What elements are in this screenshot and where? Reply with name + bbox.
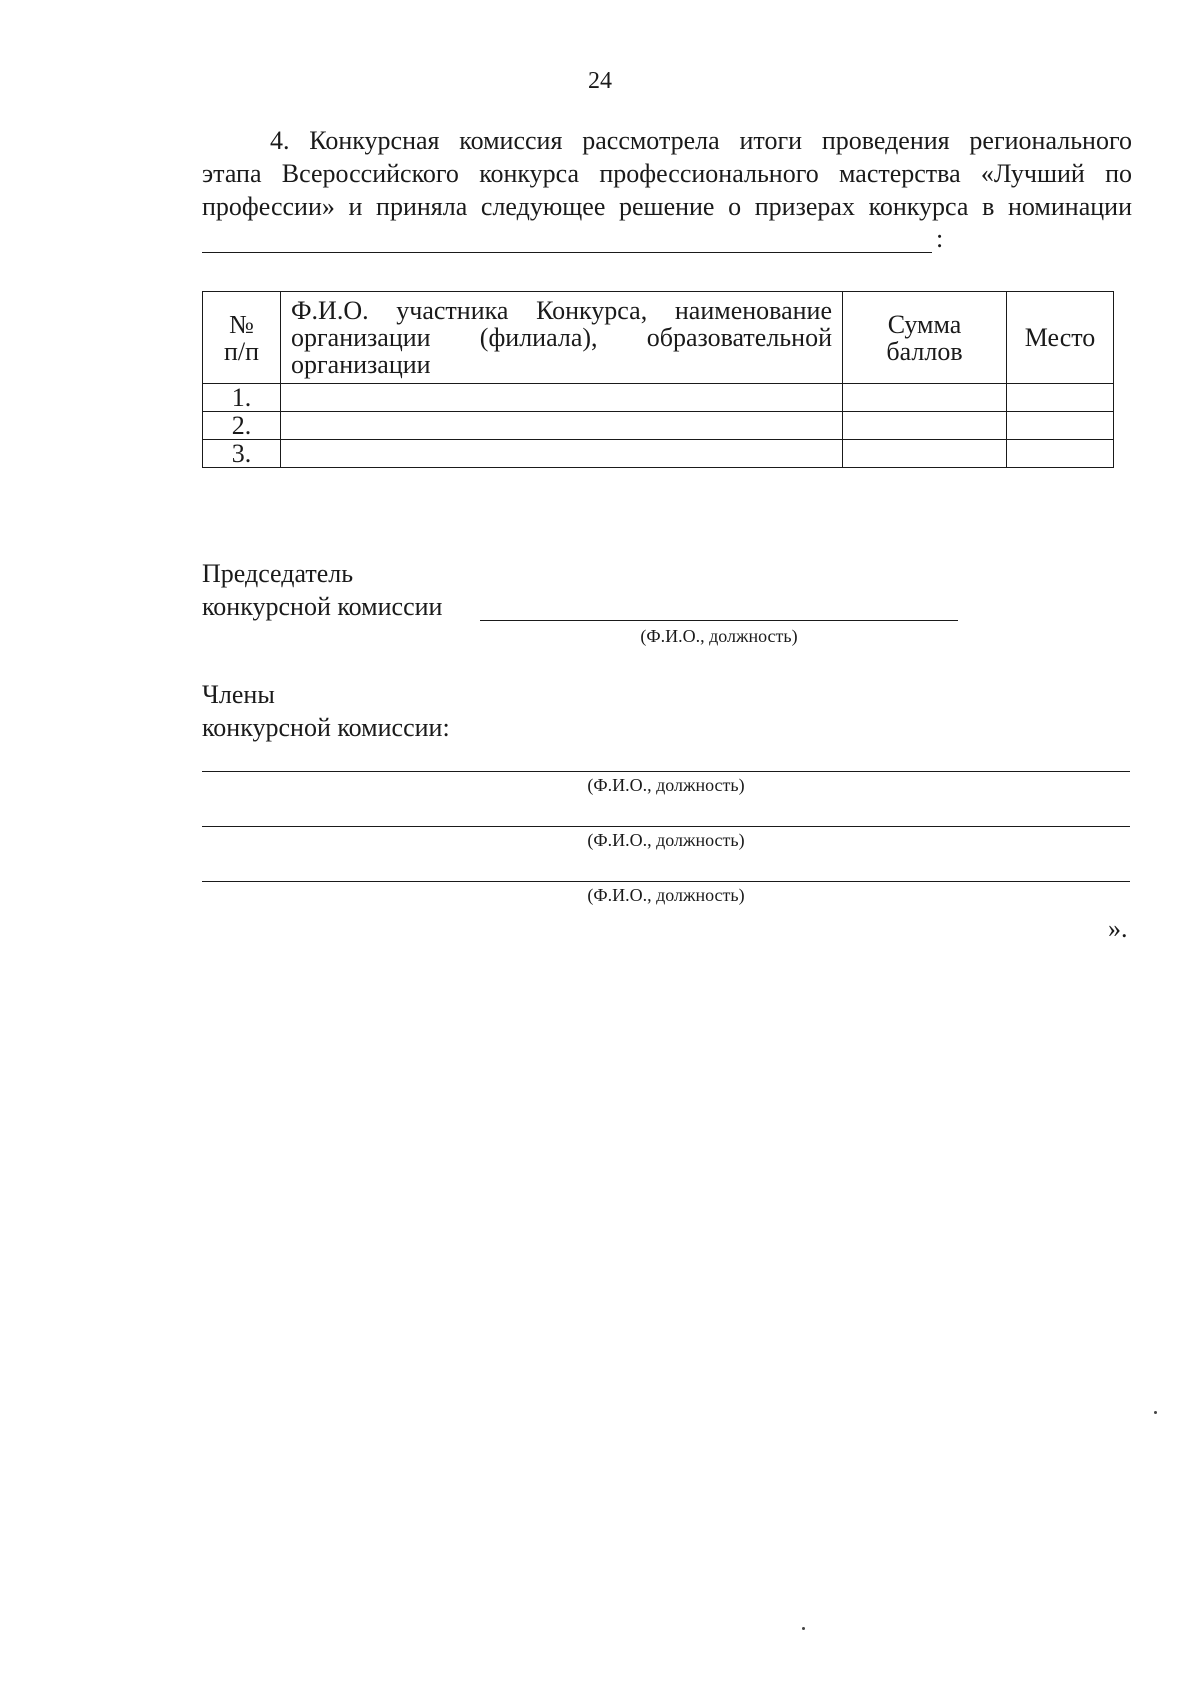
paragraph-line-2: этапа Всероссийского конкурса профессионального мастерства «Лучший по — [202, 159, 1132, 188]
page-number: 24 — [588, 68, 612, 94]
winners-table — [202, 291, 1114, 468]
chairman-label-line-1: Председатель — [202, 559, 354, 588]
chairman-caption: (Ф.И.О., должность) — [640, 626, 798, 646]
header-number-line-1: № — [229, 309, 254, 339]
nomination-colon: : — [936, 224, 944, 253]
decision-paragraph — [202, 124, 1132, 223]
table-row — [203, 440, 1114, 468]
header-number-line-2: п/п — [223, 336, 260, 366]
header-participant-line-3: организации — [291, 350, 431, 379]
member-signature-line-2 — [202, 826, 1130, 827]
row-place — [1007, 440, 1114, 468]
row-number: 1. — [203, 384, 281, 412]
row-number: 3. — [203, 440, 281, 468]
table-header-row — [203, 292, 1114, 384]
member-caption-1: (Ф.И.О., должность) — [587, 775, 745, 795]
closing-quote: ». — [1108, 914, 1128, 943]
chairman-signature-line — [480, 620, 958, 621]
nomination-blank-line — [202, 244, 932, 253]
scan-speck — [802, 1627, 805, 1630]
header-participant-line-1: Ф.И.О. участника Конкурса, наименование — [291, 296, 832, 325]
row-participant — [281, 440, 843, 468]
table-row — [203, 384, 1114, 412]
table-row — [203, 412, 1114, 440]
member-signature-line-1 — [202, 771, 1130, 772]
member-signature-line-3 — [202, 881, 1130, 882]
row-score — [843, 384, 1007, 412]
header-score-line-1: Сумма — [887, 309, 962, 339]
chairman-label-line-2: конкурсной комиссии — [202, 592, 443, 621]
paragraph-line-3: профессии» и приняла следующее решение о призерах конкурса в номинации — [202, 192, 1132, 221]
paragraph-line-1: 4. Конкурсная комиссия рассмотрела итоги проведения регионального — [270, 126, 1132, 155]
header-participant-text — [281, 297, 842, 378]
header-number — [203, 292, 281, 384]
row-score — [843, 440, 1007, 468]
scan-speck — [1154, 1411, 1157, 1414]
header-participant-line-2: организации (филиала), образовательной — [291, 323, 832, 352]
header-place: Место — [1007, 292, 1114, 384]
member-caption-2: (Ф.И.О., должность) — [587, 830, 745, 850]
header-score — [843, 292, 1007, 384]
row-participant — [281, 384, 843, 412]
row-number: 2. — [203, 412, 281, 440]
row-place — [1007, 412, 1114, 440]
member-caption-3: (Ф.И.О., должность) — [587, 885, 745, 905]
row-score — [843, 412, 1007, 440]
members-label-line-1: Члены — [202, 680, 275, 709]
members-label-line-2: конкурсной комиссии: — [202, 713, 450, 742]
row-participant — [281, 412, 843, 440]
header-participant — [281, 292, 843, 384]
row-place — [1007, 384, 1114, 412]
header-score-line-2: баллов — [886, 336, 963, 366]
